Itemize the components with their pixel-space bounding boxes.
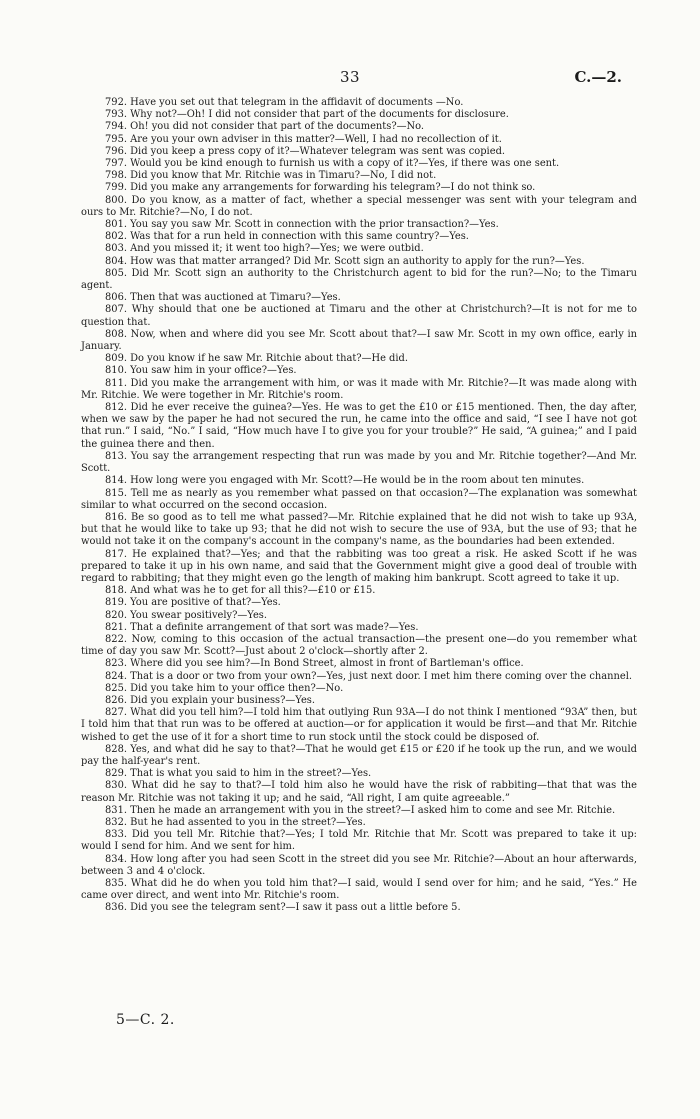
testimony-paragraph: 794. Oh! you did not consider that part of the documents?—No. <box>105 121 425 133</box>
testimony-paragraph: 823. Where did you see him?—In Bond Street, almost in front of Bartleman's office. <box>105 658 524 670</box>
testimony-paragraph: 793. Why not?—Oh! I did not consider that part of the documents for disclosure. <box>105 109 509 121</box>
testimony-paragraph: 807. Why should that one be auctioned at Timaru and the other at Christchurch?—It is not for me to question that. <box>81 304 637 328</box>
testimony-paragraph: 834. How long after you had seen Scott in the street did you see Mr. Ritchie?—About an hour afterwards, between 3 and 4 o'clock. <box>81 853 637 877</box>
testimony-paragraph: 814. How long were you engaged with Mr. Scott?—He would be in the room about ten minutes. <box>105 475 585 487</box>
testimony-paragraph: 792. Have you set out that telegram in the affidavit of documents —No. <box>105 97 464 108</box>
testimony-paragraph: 800. Do you know, as a matter of fact, whether a special messenger was sent with your telegram and ours to Mr. Ritchie?—No, I do not. <box>81 194 637 218</box>
testimony-paragraph: 802. Was that for a run held in connection with this same country?—Yes. <box>105 231 469 243</box>
testimony-paragraph: 817. He explained that?—Yes; and that the rabbiting was too great a risk. He asked Scott if he was prepared to take it up in his own name, and said that the Government might give a good deal of trouble with regard to rabbiting; that they might even go the length of making him bankrupt. Scott agreed to take it up. <box>81 548 637 584</box>
testimony-paragraph: 808. Now, when and where did you see Mr. Scott about that?—I saw Mr. Scott in my own office, early in January. <box>81 328 637 353</box>
testimony-paragraph: 803. And you missed it; it went too high?—Yes; we were outbid. <box>105 243 424 255</box>
testimony-paragraph: 827. What did you tell him?—I told him that outlying Run 93A—I do not think I mentioned “93A” then, but I told him that that run was to be offered at auction—or for application it would be first—and that Mr. Ritchie wished to get the use of it for a short time to run stock until the stock could be disposed of. <box>81 707 637 743</box>
testimony-paragraph: 830. What did he say to that?—I told him also he would have the risk of rabbiting—that that was the reason Mr. Ritchie was not taking it up; and he said, “All right, I am quite agreeable.” <box>81 780 637 804</box>
printer-signature-mark: 5—C. 2. <box>116 1012 175 1028</box>
testimony-paragraph: 833. Did you tell Mr. Ritchie that?—Yes; I told Mr. Ritchie that Mr. Scott was prepared to take it up: would I send for him. And we sent for him. <box>81 829 637 853</box>
testimony-paragraph: 821. That a definite arrangement of that sort was made?—Yes. <box>105 621 419 633</box>
testimony-paragraph: 816. Be so good as to tell me what passed?—Mr. Ritchie explained that he did not wish to take up 93A, but that he would like to take up 93; that he did not wish to secure the use of 93A, but the use of 93; that he would not take it on the company's account in the company's name, as the boundaries had been extended. <box>81 511 637 548</box>
testimony-paragraph: 813. You say the arrangement respecting that run was made by you and Mr. Ritchie together?—And Mr. Scott. <box>81 450 637 475</box>
testimony-paragraph: 806. Then that was auctioned at Timaru?—Yes. <box>105 292 341 304</box>
testimony-paragraph: 829. That is what you said to him in the street?—Yes. <box>105 768 372 780</box>
testimony-paragraph: 815. Tell me as nearly as you remember what passed on that occasion?—The explanation was somewhat similar to what occurred on the second occasion. <box>81 487 637 511</box>
testimony-paragraph: 835. What did he do when you told him that?—I said, would I send over for him; and he said, “Yes.” He came over direct, and went into Mr. Ritchie's room. <box>81 878 637 902</box>
testimony-paragraph: 818. And what was he to get for all this?—£10 or £15. <box>105 585 376 597</box>
testimony-paragraph: 826. Did you explain your business?—Yes. <box>105 694 315 706</box>
testimony-paragraph: 810. You saw him in your office?—Yes. <box>105 365 297 377</box>
page-number: 33 <box>339 68 361 86</box>
testimony-paragraph: 811. Did you make the arrangement with him, or was it made with Mr. Ritchie?—It was made along with Mr. Ritchie. We were together in Mr. Ritchie's room. <box>81 377 637 401</box>
testimony-paragraph: 804. How was that matter arranged? Did Mr. Scott sign an authority to apply for the run?—Yes. <box>105 255 585 267</box>
testimony-paragraph: 824. That is a door or two from your own?—Yes, just next door. I met him there coming over the channel. <box>105 670 633 682</box>
testimony-paragraph: 812. Did he ever receive the guinea?—Yes. He was to get the £10 or £15 mentioned. Then, the day after, when we saw by the paper he had not secured the run, he came into the office and said, “I see I have not got that run.” I said, “No.” I said, “How much have I to give you for your trouble?” He said, “A guinea;” and I paid the guinea there and then. <box>81 402 637 450</box>
testimony-paragraph: 795. Are you your own adviser in this matter?—Well, I had no recollection of it. <box>105 133 502 145</box>
testimony-paragraph: 809. Do you know if he saw Mr. Ritchie about that?—He did. <box>105 353 408 365</box>
testimony-paragraph: 799. Did you make any arrangements for forwarding his telegram?—I do not think so. <box>105 182 536 194</box>
testimony-paragraph: 822. Now, coming to this occasion of the actual transaction—the present one—do you remember what time of day you saw Mr. Scott?—Just about 2 o'clock—shortly after 2. <box>81 633 637 658</box>
testimony-paragraph: 825. Did you take him to your office then?—No. <box>105 682 344 694</box>
testimony-text <box>81 97 637 915</box>
testimony-paragraph: 819. You are positive of that?—Yes. <box>105 597 281 609</box>
testimony-paragraph: 796. Did you keep a press copy of it?—Whatever telegram was sent was copied. <box>105 145 506 157</box>
testimony-paragraph: 831. Then he made an arrangement with you in the street?—I asked him to come and see Mr. Ritchie. <box>105 804 616 816</box>
testimony-paragraph: 828. Yes, and what did he say to that?—That he would get £15 or £20 if he took up the run, and we would pay the half-year's rent. <box>81 743 637 767</box>
testimony-paragraph: 820. You swear positively?—Yes. <box>105 609 267 621</box>
testimony-paragraph: 797. Would you be kind enough to furnish us with a copy of it?—Yes, if there was one sent. <box>105 158 560 170</box>
testimony-paragraph: 805. Did Mr. Scott sign an authority to the Christchurch agent to bid for the run?—No; to the Timaru agent. <box>81 267 637 292</box>
testimony-paragraph: 801. You say you saw Mr. Scott in connection with the prior transaction?—Yes. <box>105 219 499 231</box>
testimony-paragraph: 798. Did you know that Mr. Ritchie was in Timaru?—No, I did not. <box>105 170 437 182</box>
testimony-paragraph: 832. But he had assented to you in the street?—Yes. <box>105 816 366 828</box>
testimony-paragraph: 836. Did you see the telegram sent?—I saw it pass out a little before 5. <box>105 902 461 914</box>
document-reference: C.—2. <box>574 68 622 86</box>
